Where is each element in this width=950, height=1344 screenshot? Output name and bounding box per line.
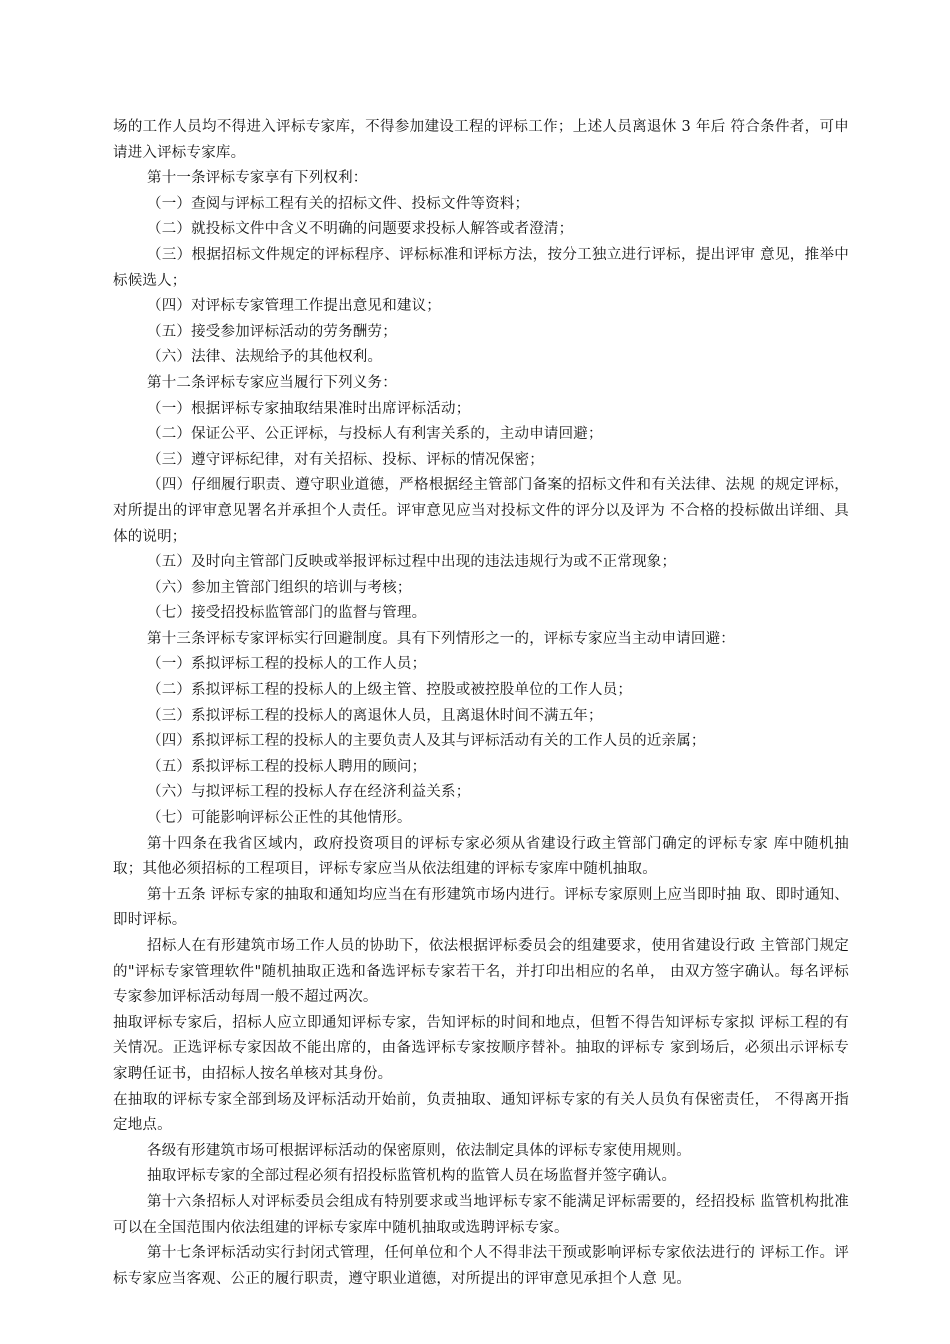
article-12-item-5: （五）及时向主管部门反映或举报评标过程中出现的违法违规行为或不正常现象； [147,554,677,571]
article-13-item-5: （五）系拟评标工程的投标人聘用的顾问； [147,758,427,775]
article-11-item-3: （三）根据招标文件规定的评标程序、评标标准和评标方法，按分工独立进行评标，提出评审 意见，推举中标候选人； [113,246,849,289]
article-15-paragraph-3: 抽取评标专家后，招标人应立即通知评标专家，告知评标的时间和地点，但暂不得告知评标专家拟 评标工程的有关情况。正选评标专家因故不能出席的，由备选评标专家按顺序替补。抽取的评标专 家到场后，必须出示评标专家聘任证书，由招标人按名单核对其身份。 [113,1014,849,1082]
article-11-heading: 第十一条评标专家享有下列权利： [147,170,368,187]
article-12-item-3: （三）遵守评标纪律，对有关招标、投标、评标的情况保密； [147,451,544,468]
article-15-paragraph-5: 各级有形建筑市场可根据评标活动的保密原则，依法制定具体的评标专家使用规则。 [147,1142,691,1159]
article-16: 第十六条招标人对评标委员会组成有特别要求或当地评标专家不能满足评标需要的，经招投标 监管机构批准可以在全国范围内依法组建的评标专家库中随机抽取或选聘评标专家。 [113,1193,849,1236]
article-13-item-6: （六）与拟评标工程的投标人存在经济利益关系； [147,784,471,801]
article-15: 第十五条 评标专家的抽取和通知均应当在有形建筑市场内进行。评标专家原则上应当即时抽 取、即时通知、即时评标。 [113,886,849,929]
article-13-item-1: （一）系拟评标工程的投标人的工作人员； [147,656,427,673]
article-12-item-6: （六）参加主管部门组织的培训与考核； [147,579,412,596]
article-12-item-7: （七）接受招投标监管部门的监督与管理。 [147,605,427,622]
article-11-item-1: （一）查阅与评标工程有关的招标文件、投标文件等资料； [147,195,530,212]
article-13-item-7: （七）可能影响评标公正性的其他情形。 [147,810,412,827]
article-12-item-4: （四）仔细履行职责、遵守职业道德，严格根据经主管部门备案的招标文件和有关法律、法规 的规定评标，对所提出的评审意见署名并承担个人责任。评审意见应当对投标文件的评分以及评为 不合格的投标做出详细、具体的说明； [113,477,849,545]
article-14: 第十四条在我省区域内，政府投资项目的评标专家必须从省建设行政主管部门确定的评标专家 库中随机抽取；其他必须招标的工程项目，评标专家应当从依法组建的评标专家库中随机抽取。 [113,835,849,878]
article-11-item-2: （二）就投标文件中含义不明确的问题要求投标人解答或者澄清； [147,221,574,238]
article-12-item-1: （一）根据评标专家抽取结果准时出席评标活动； [147,400,471,417]
article-11-item-5: （五）接受参加评标活动的劳务酬劳； [147,323,397,340]
paragraph-continuation: 场的工作人员均不得进入评标专家库，不得参加建设工程的评标工作；上述人员离退休 3 年后 符合条件者，可申请进入评标专家库。 [113,119,849,161]
article-12-item-2: （二）保证公平、公正评标，与投标人有利害关系的，主动申请回避； [147,426,603,443]
article-13-heading: 第十三条评标专家评标实行回避制度。具有下列情形之一的，评标专家应当主动申请回避： [147,630,735,647]
article-11-item-6: （六）法律、法规给予的其他权利。 [147,349,383,366]
article-15-paragraph-2: 招标人在有形建筑市场工作人员的协助下，依法根据评标委员会的组建要求，使用省建设行政 主管部门规定的"评标专家管理软件"随机抽取正选和备选评标专家若干名，并打印出相应的名单， 由双方签字确认。每名评标专家参加评标活动每周一般不超过两次。 [113,938,849,1006]
article-13-item-4: （四）系拟评标工程的投标人的主要负责人及其与评标活动有关的工作人员的近亲属； [147,733,706,750]
article-15-paragraph-4: 在抽取的评标专家全部到场及评标活动开始前，负责抽取、通知评标专家的有关人员负有保密责任， 不得离开指定地点。 [113,1091,849,1134]
article-13-item-3: （三）系拟评标工程的投标人的离退休人员，且离退休时间不满五年； [147,707,603,724]
article-11-item-4: （四）对评标专家管理工作提出意见和建议； [147,298,441,315]
article-15-paragraph-6: 抽取评标专家的全部过程必须有招投标监管机构的监管人员在场监督并签字确认。 [147,1168,677,1185]
document-page [113,115,849,1292]
article-17: 第十七条评标活动实行封闭式管理，任何单位和个人不得非法干预或影响评标专家依法进行的 评标工作。评标专家应当客观、公正的履行职责，遵守职业道德，对所提出的评审意见承担个人意 见。 [113,1245,849,1287]
article-13-item-2: （二）系拟评标工程的投标人的上级主管、控股或被控股单位的工作人员； [147,682,633,699]
article-12-heading: 第十二条评标专家应当履行下列义务： [147,374,397,391]
